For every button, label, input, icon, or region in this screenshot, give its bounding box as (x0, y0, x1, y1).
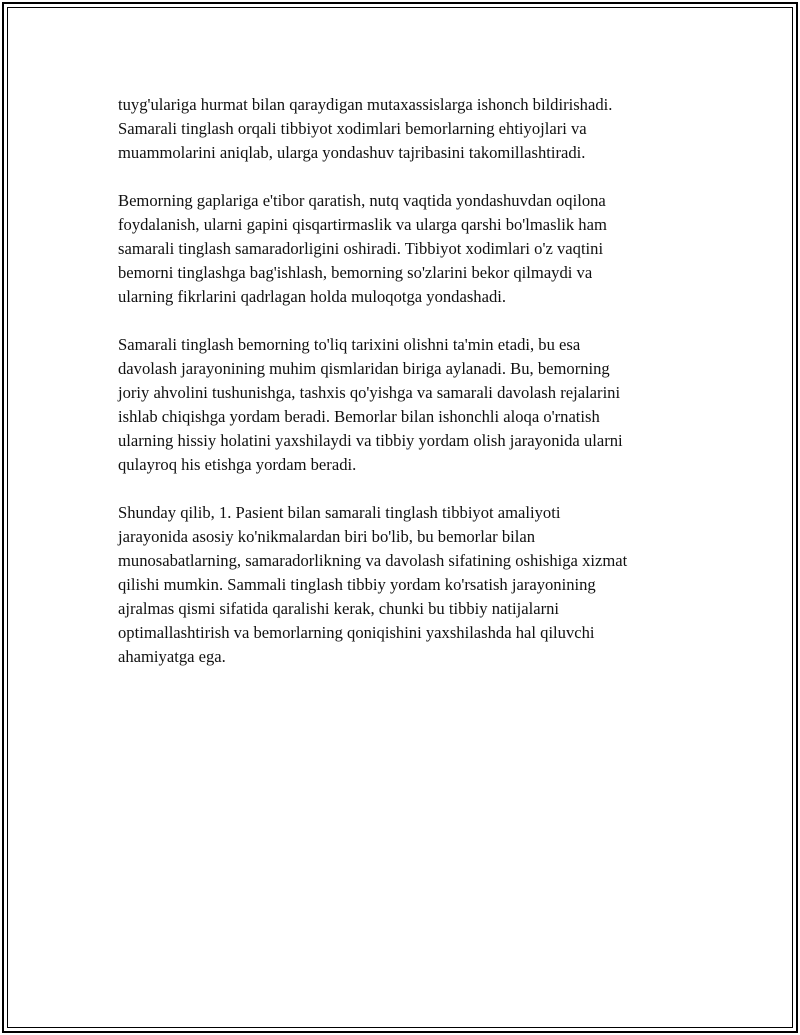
text-line: Bemorning gaplariga e'tibor qaratish, nutq vaqtida yondashuvdan oqilona (118, 191, 606, 210)
text-line: Shunday qilib, 1. Pasient bilan samarali tinglash tibbiyot amaliyoti (118, 503, 561, 522)
paragraph-1 (118, 93, 688, 165)
text-line: Samarali tinglash bemorning to'liq tarixini olishni ta'min etadi, bu esa (118, 335, 581, 354)
text-line: ularning hissiy holatini yaxshilaydi va tibbiy yordam olish jarayonida ularni (118, 431, 623, 450)
text-line: qilishi mumkin. Sammali tinglash tibbiy yordam ko'rsatish jarayonining (118, 575, 596, 594)
text-line: Samarali tinglash orqali tibbiyot xodimlari bemorlarning ehtiyojlari va (118, 119, 587, 138)
text-line: samarali tinglash samaradorligini oshiradi. Tibbiyot xodimlari o'z vaqtini (118, 239, 604, 258)
text-line: ularning fikrlarini qadrlagan holda muloqotga yondashadi. (118, 287, 507, 306)
text-line: bemorni tinglashga bag'ishlash, bemorning so'zlarini bekor qilmaydi va (118, 263, 593, 282)
text-line: muammolarini aniqlab, ularga yondashuv tajribasini takomillashtiradi. (118, 143, 586, 162)
text-line: foydalanish, ularni gapini qisqartirmaslik va ularga qarshi bo'lmaslik ham (118, 215, 607, 234)
paragraph-4 (118, 501, 688, 669)
paragraph-2 (118, 189, 688, 309)
text-line: joriy ahvolini tushunishga, tashxis qo'yishga va samarali davolash rejalarini (118, 383, 621, 402)
text-line: ahamiyatga ega. (118, 647, 226, 666)
text-line: ajralmas qismi sifatida qaralishi kerak, chunki bu tibbiy natijalarni (118, 599, 559, 618)
text-line: jarayonida asosiy ko'nikmalardan biri bo'lib, bu bemorlar bilan (118, 527, 536, 546)
text-line: munosabatlarning, samaradorlikning va davolash sifatining oshishiga xizmat (118, 551, 628, 570)
text-line: optimallashtirish va bemorlarning qoniqishini yaxshilashda hal qiluvchi (118, 623, 595, 642)
text-line: ishlab chiqishga yordam beradi. Bemorlar bilan ishonchli aloqa o'rnatish (118, 407, 600, 426)
text-line: tuyg'ulariga hurmat bilan qaraydigan mutaxassislarga ishonch bildirishadi. (118, 95, 613, 114)
paragraph-3 (118, 333, 688, 477)
document-body (118, 93, 688, 693)
text-line: qulayroq his etishga yordam beradi. (118, 455, 357, 474)
text-line: davolash jarayonining muhim qismlaridan biriga aylanadi. Bu, bemorning (118, 359, 610, 378)
